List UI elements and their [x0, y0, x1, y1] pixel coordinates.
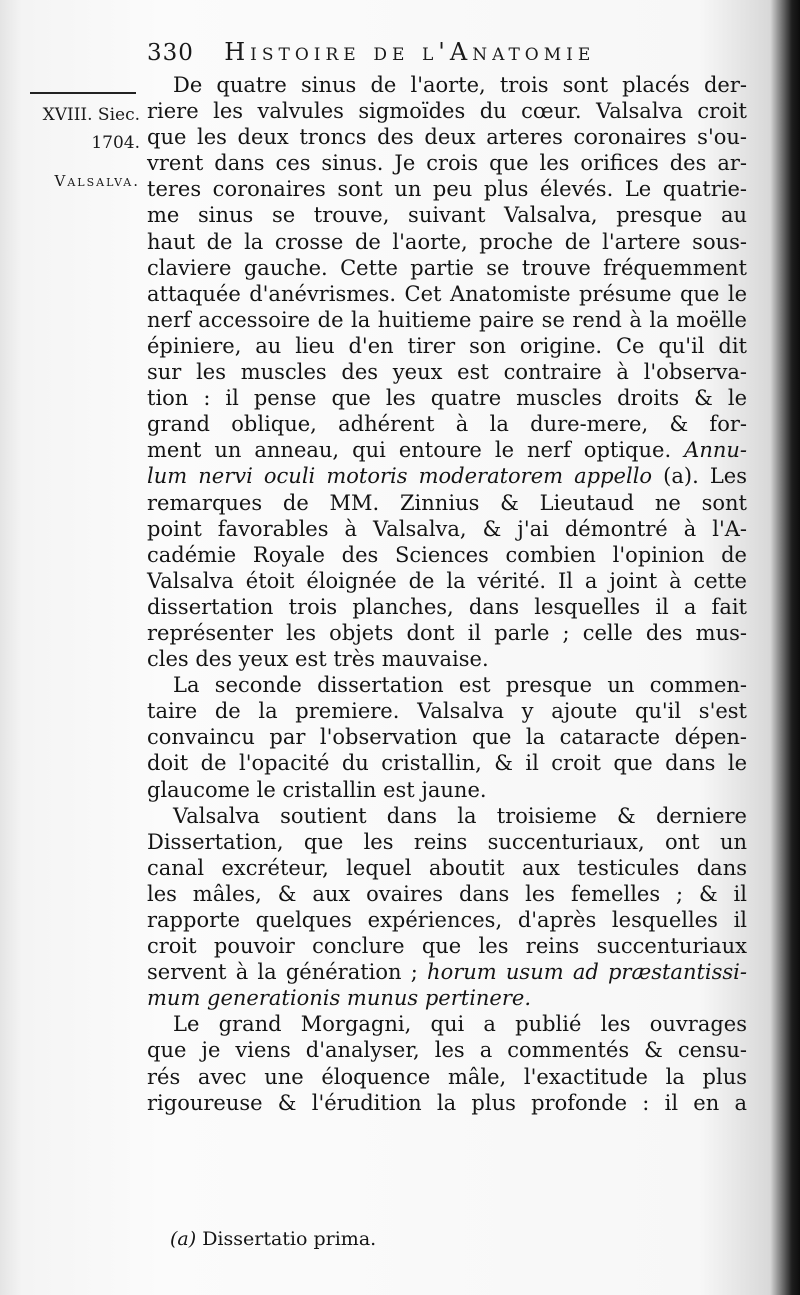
- text-line: tion : il pense que les quatre muscles droits & le: [147, 386, 747, 411]
- text-line: me sinus se trouve, suivant Valsalva, presque au: [147, 203, 747, 228]
- text-line: taire de la premiere. Valsalva y ajoute qu'il s'est: [147, 699, 747, 724]
- text-line: teres coronaires sont un peu plus élevés. Le quatrie-: [147, 177, 747, 202]
- text-line: épiniere, au lieu d'en tirer son origine. Ce qu'il dit: [147, 333, 747, 358]
- footnote-text: Dissertatio prima.: [196, 1228, 377, 1250]
- footnote: [170, 1228, 376, 1250]
- text-segment-italic: Annu-: [684, 438, 747, 463]
- text-line-mixed: [147, 463, 747, 489]
- text-line: sur les muscles des yeux est contraire à l'observa-: [147, 360, 747, 385]
- text-line: Dissertation, que les reins succenturiaux, ont un: [147, 829, 747, 854]
- text-line: nerf accessoire de la huitieme paire se rend à la moëlle: [147, 307, 747, 332]
- text-line: point favorables à Valsalva, & j'ai démontré à l'A-: [147, 516, 747, 541]
- margin-note-year: 1704.: [91, 133, 140, 153]
- text-line: La seconde dissertation est presque un commen-: [173, 673, 747, 698]
- text-line: que je viens d'analyser, les a commentés & censu-: [147, 1038, 747, 1063]
- text-segment: ment un anneau, qui entoure le nerf optique.: [147, 438, 672, 463]
- text-line: glaucome le cristallin est jaune.: [147, 777, 487, 802]
- text-segment-italic: lum nervi oculi motoris moderatorem appello: [147, 464, 653, 489]
- text-line: dissertation trois planches, dans lesquelles il a fait: [147, 594, 747, 619]
- text-line: De quatre sinus de l'aorte, trois sont placés der-: [173, 73, 747, 97]
- text-segment: (a). Les: [652, 464, 747, 489]
- text-line: rés avec une éloquence mâle, l'exactitude la plus: [147, 1064, 747, 1089]
- text-line: vrent dans ces sinus. Je crois que les orifices des ar-: [147, 151, 747, 176]
- body-text: [147, 72, 747, 1116]
- text-line: Le grand Morgagni, qui a publié les ouvrages: [173, 1012, 747, 1037]
- text-line-mixed: [147, 959, 747, 985]
- page-number: 330: [147, 40, 194, 66]
- text-line-mixed: [147, 437, 747, 463]
- margin-note-name: Valsalva.: [54, 172, 140, 190]
- text-line: représenter les objets dont il parle ; celle des mus-: [147, 620, 747, 645]
- text-line: Valsalva étoit éloignée de la vérité. Il a joint à cette: [147, 568, 747, 593]
- text-segment-italic: horum usum ad præstantissi-: [417, 960, 747, 985]
- text-line: haut de la crosse de l'aorte, proche de l'artere sous-: [147, 229, 747, 254]
- text-line: rigoureuse & l'érudition la plus profonde : il en a: [147, 1090, 747, 1115]
- text-line: que les deux troncs des deux arteres coronaires s'ou-: [147, 125, 747, 150]
- text-segment: servent à la génération ;: [147, 960, 418, 985]
- text-line: riere les valvules sigmoïdes du cœur. Valsalva croit: [147, 99, 747, 124]
- text-line: attaquée d'anévrismes. Cet Anatomiste présume que le: [147, 281, 747, 306]
- text-line: Valsalva soutient dans la troisieme & derniere: [173, 803, 747, 828]
- margin-rule: [30, 92, 136, 94]
- text-line: cles des yeux est très mauvaise.: [147, 647, 489, 672]
- text-line: doit de l'opacité du cristallin, & il croit que dans le: [147, 751, 747, 776]
- running-title: Histoire de l'Anatomie: [224, 38, 596, 66]
- text-line: les mâles, & aux ovaires dans les femelles ; & il: [147, 881, 747, 906]
- text-line: croit pouvoir conclure que les reins succenturiaux: [147, 934, 747, 959]
- text-line: cadémie Royale des Sciences combien l'opinion de: [147, 542, 747, 567]
- page-header: [147, 38, 747, 66]
- margin-note-century: XVIII. Siec.: [42, 105, 140, 125]
- text-line: grand oblique, adhérent à la dure-mere, & for-: [147, 412, 747, 437]
- text-line: rapporte quelques expériences, d'après lesquelles il: [147, 908, 747, 932]
- text-line: remarques de MM. Zinnius & Lieutaud ne sont: [147, 490, 747, 515]
- footnote-mark: (a): [170, 1228, 197, 1250]
- text-line: canal excréteur, lequel aboutit aux testicules dans: [147, 855, 747, 880]
- text-line-italic: mum generationis munus pertinere.: [147, 986, 531, 1011]
- text-line: claviere gauche. Cette partie se trouve fréquemment: [147, 255, 747, 280]
- text-line: convaincu par l'observation que la cataracte dépen-: [147, 725, 747, 750]
